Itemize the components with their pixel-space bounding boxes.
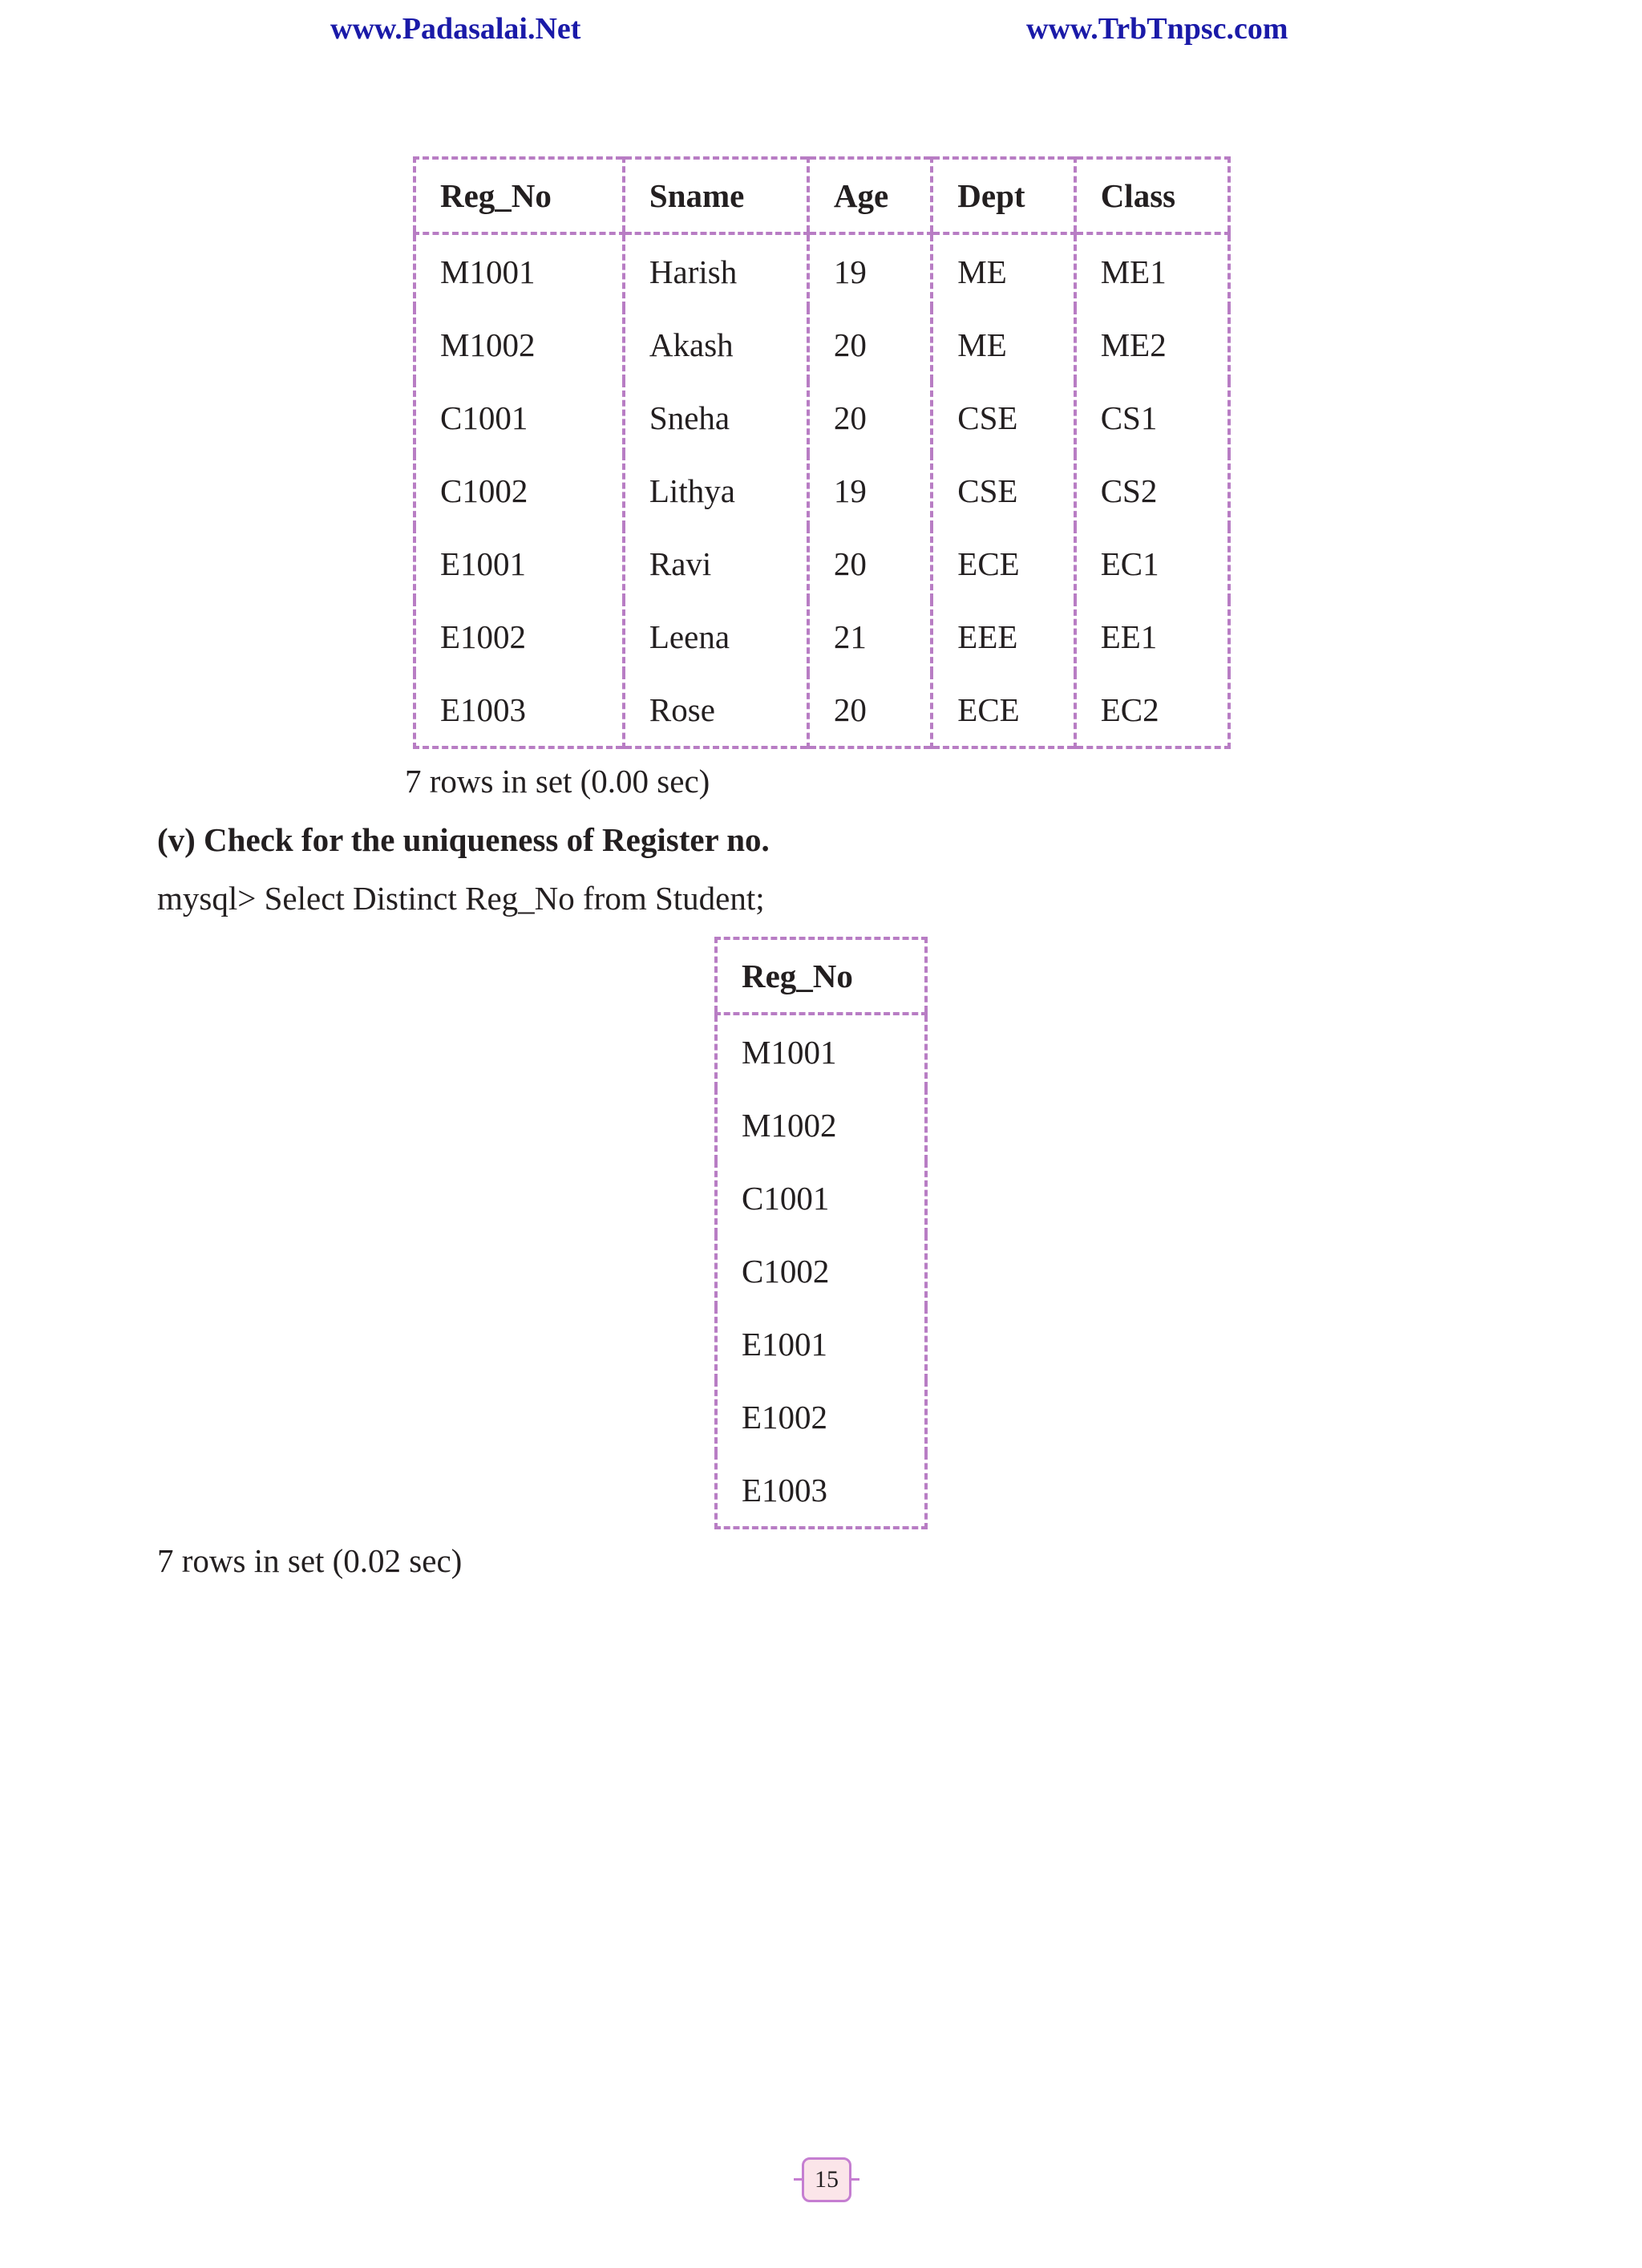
table-cell: E1001 bbox=[440, 545, 527, 582]
table-cell: E1002 bbox=[440, 618, 527, 655]
table-cell: 20 bbox=[808, 673, 932, 747]
table-cell: Harish bbox=[624, 233, 808, 308]
table-cell: M1001 bbox=[440, 253, 536, 290]
table-cell: CSE bbox=[932, 454, 1074, 527]
table-cell: Rose bbox=[624, 673, 808, 747]
table-cell: Leena bbox=[624, 600, 808, 673]
student-result-text: 7 rows in set (0.00 sec) bbox=[405, 763, 710, 800]
table-cell: Ravi bbox=[624, 527, 808, 600]
header-link-padasalai[interactable]: www.Padasalai.Net bbox=[330, 12, 581, 46]
table-cell: EC2 bbox=[1075, 673, 1229, 747]
distinct-result-text: 7 rows in set (0.02 sec) bbox=[157, 1542, 463, 1579]
table-cell: ME bbox=[932, 233, 1074, 308]
table-cell: ECE bbox=[932, 673, 1074, 747]
table-cell: C1002 bbox=[742, 1252, 830, 1290]
distinct-regno-table bbox=[714, 937, 928, 1529]
table-cell: ME2 bbox=[1075, 308, 1229, 381]
table-row bbox=[415, 673, 1229, 747]
sql-query: mysql> Select Distinct Reg_No from Student; bbox=[157, 880, 765, 917]
table-cell: Akash bbox=[624, 308, 808, 381]
column-header: Dept bbox=[932, 158, 1074, 233]
table-row bbox=[415, 233, 1229, 308]
table-cell: 19 bbox=[808, 233, 932, 308]
table-row bbox=[716, 1014, 926, 1088]
table-cell: M1002 bbox=[440, 326, 536, 363]
column-header: Class bbox=[1075, 158, 1229, 233]
table-cell: ME bbox=[932, 308, 1074, 381]
table-cell: ME1 bbox=[1075, 233, 1229, 308]
table-row bbox=[716, 1234, 926, 1307]
table-cell: 19 bbox=[808, 454, 932, 527]
table-cell: C1001 bbox=[742, 1179, 830, 1217]
table-row bbox=[716, 1161, 926, 1234]
table-row bbox=[415, 381, 1229, 454]
table-cell: ECE bbox=[932, 527, 1074, 600]
table-cell: CSE bbox=[932, 381, 1074, 454]
column-header: Reg_No bbox=[415, 158, 624, 233]
table-cell: EC1 bbox=[1075, 527, 1229, 600]
table-cell: Sneha bbox=[624, 381, 808, 454]
student-table bbox=[413, 156, 1231, 749]
table-row bbox=[716, 1453, 926, 1528]
header-link-trbtnpsc[interactable]: www.TrbTnpsc.com bbox=[1026, 12, 1288, 46]
column-header: Age bbox=[808, 158, 932, 233]
table-cell: CS2 bbox=[1075, 454, 1229, 527]
table-row bbox=[415, 527, 1229, 600]
table-cell: EEE bbox=[932, 600, 1074, 673]
table-header-row bbox=[716, 938, 926, 1014]
table-row bbox=[716, 1307, 926, 1380]
table-cell: 20 bbox=[808, 527, 932, 600]
table-row bbox=[415, 308, 1229, 381]
table-cell: 20 bbox=[808, 381, 932, 454]
table-header-row bbox=[415, 158, 1229, 233]
section-heading: (v) Check for the uniqueness of Register no. bbox=[157, 821, 770, 858]
table-cell: EE1 bbox=[1075, 600, 1229, 673]
table-cell: E1001 bbox=[742, 1325, 828, 1363]
table-cell: CS1 bbox=[1075, 381, 1229, 454]
column-header: Sname bbox=[624, 158, 808, 233]
table-cell: M1002 bbox=[742, 1106, 837, 1144]
table-row bbox=[716, 1088, 926, 1161]
table-row bbox=[716, 1380, 926, 1453]
table-cell: C1002 bbox=[440, 472, 528, 509]
page-number: 15 bbox=[802, 2157, 851, 2202]
table-cell: M1001 bbox=[742, 1033, 837, 1071]
table-cell: E1003 bbox=[742, 1471, 828, 1509]
table-cell: 20 bbox=[808, 308, 932, 381]
table-cell: Lithya bbox=[624, 454, 808, 527]
table-cell: E1003 bbox=[440, 691, 527, 728]
table-row bbox=[415, 454, 1229, 527]
table-row bbox=[415, 600, 1229, 673]
column-header: Reg_No bbox=[716, 938, 926, 1014]
table-cell: E1002 bbox=[742, 1398, 828, 1436]
table-cell: C1001 bbox=[440, 399, 528, 436]
table-cell: 21 bbox=[808, 600, 932, 673]
